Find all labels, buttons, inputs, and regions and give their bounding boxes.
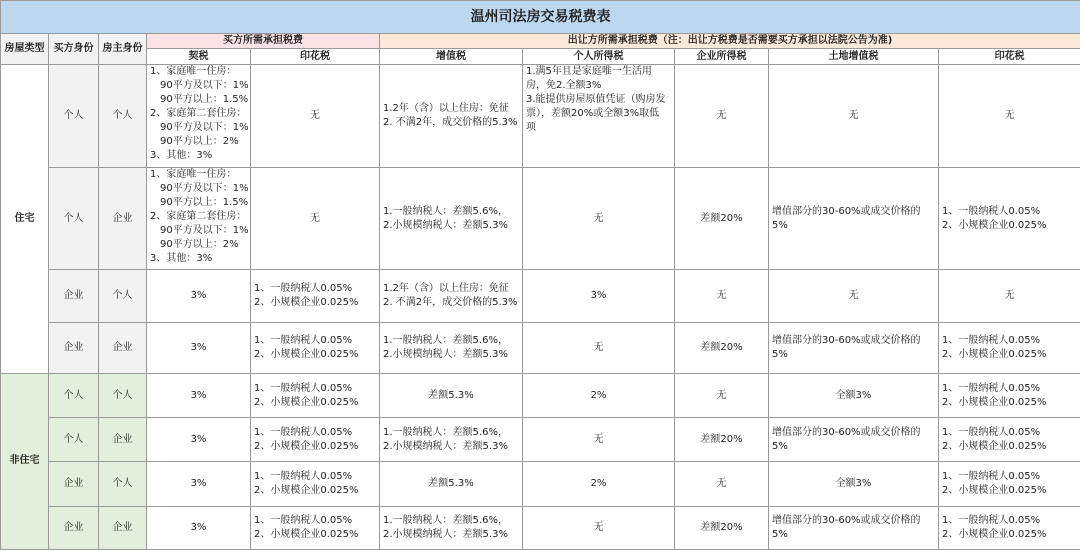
- header-personal-income-tax: 个人所得税: [523, 49, 675, 65]
- deed-tax-cell: 3%: [147, 462, 251, 506]
- buyer-cell: 个人: [49, 418, 99, 462]
- vat-cell: 1.一般纳税人：差额5.6%， 2.小规模纳税人：差额5.3%: [380, 167, 523, 270]
- cit-cell: 差额20%: [675, 506, 769, 549]
- buyer-cell: 个人: [49, 167, 99, 270]
- header-seller-group: 出让方所需承担税费（注：出让方税费是否需要买方承担以法院公告为准): [380, 34, 1080, 49]
- land-vat-cell: 增值部分的30-60%或成交价格的 5%: [769, 167, 939, 270]
- header-deed-tax: 契税: [147, 49, 251, 65]
- vat-cell: 差额5.3%: [380, 462, 523, 506]
- table-row: [1, 167, 1080, 270]
- land-vat-cell: 无: [769, 270, 939, 322]
- table-row: [1, 462, 1080, 506]
- stamp-seller-cell: 1、一般纳税人0.05% 2、小规模企业0.025%: [939, 462, 1080, 506]
- vat-cell: 1.2年（含）以上住房：免征 2. 不满2年，成交价格的5.3%: [380, 65, 523, 168]
- group-residential: 住宅: [1, 65, 49, 374]
- cit-cell: 无: [675, 65, 769, 168]
- cit-cell: 无: [675, 373, 769, 417]
- land-vat-cell: 全额3%: [769, 373, 939, 417]
- seller-cell: 个人: [99, 65, 147, 168]
- stamp-seller-cell: 无: [939, 270, 1080, 322]
- table-row: [1, 270, 1080, 322]
- deed-tax-cell: 3%: [147, 506, 251, 549]
- header-land-vat: 土地增值税: [769, 49, 939, 65]
- stamp-buyer-cell: 1、一般纳税人0.05% 2、小规模企业0.025%: [251, 418, 380, 462]
- stamp-buyer-cell: 无: [251, 167, 380, 270]
- buyer-cell: 企业: [49, 322, 99, 373]
- pit-cell: 3%: [523, 270, 675, 322]
- pit-cell: 2%: [523, 462, 675, 506]
- stamp-buyer-cell: 1、一般纳税人0.05% 2、小规模企业0.025%: [251, 462, 380, 506]
- pit-cell: 无: [523, 167, 675, 270]
- deed-tax-cell: 3%: [147, 322, 251, 373]
- header-corp-income-tax: 企业所得税: [675, 49, 769, 65]
- buyer-cell: 个人: [49, 373, 99, 417]
- stamp-buyer-cell: 1、一般纳税人0.05% 2、小规模企业0.025%: [251, 506, 380, 549]
- seller-cell: 企业: [99, 418, 147, 462]
- cit-cell: 差额20%: [675, 322, 769, 373]
- deed-tax-cell: 1、家庭唯一住房： 90平方及以下：1% 90平方以上：1.5% 2、家庭第二套住房： 90平方及以下：1% 90平方以上：2% 3、其他：3%: [147, 167, 251, 270]
- cit-cell: 无: [675, 270, 769, 322]
- vat-cell: 差额5.3%: [380, 373, 523, 417]
- land-vat-cell: 增值部分的30-60%或成交价格的 5%: [769, 322, 939, 373]
- stamp-seller-cell: 1、一般纳税人0.05% 2、小规模企业0.025%: [939, 506, 1080, 549]
- group-non-residential: 非住宅: [1, 373, 49, 549]
- stamp-buyer-cell: 1、一般纳税人0.05% 2、小规模企业0.025%: [251, 373, 380, 417]
- table-row: [1, 418, 1080, 462]
- stamp-seller-cell: 1、一般纳税人0.05% 2、小规模企业0.025%: [939, 418, 1080, 462]
- buyer-cell: 企业: [49, 506, 99, 549]
- stamp-buyer-cell: 无: [251, 65, 380, 168]
- land-vat-cell: 增值部分的30-60%或成交价格的 5%: [769, 418, 939, 462]
- table-row: [1, 65, 1080, 168]
- table-row: [1, 373, 1080, 417]
- pit-cell: 2%: [523, 373, 675, 417]
- seller-cell: 个人: [99, 373, 147, 417]
- stamp-seller-cell: 无: [939, 65, 1080, 168]
- deed-tax-cell: 3%: [147, 373, 251, 417]
- table-row: [1, 322, 1080, 373]
- seller-cell: 企业: [99, 506, 147, 549]
- vat-cell: 1.一般纳税人：差额5.6%， 2.小规模纳税人：差额5.3%: [380, 322, 523, 373]
- header-stamp-tax-buyer: 印花税: [251, 49, 380, 65]
- page-title: 温州司法房交易税费表: [1, 1, 1080, 34]
- cit-cell: 差额20%: [675, 418, 769, 462]
- land-vat-cell: 无: [769, 65, 939, 168]
- deed-tax-cell: 1、家庭唯一住房： 90平方及以下：1% 90平方以上：1.5% 2、家庭第二套住房： 90平方及以下：1% 90平方以上：2% 3、其他：3%: [147, 65, 251, 168]
- buyer-cell: 企业: [49, 270, 99, 322]
- stamp-seller-cell: 1、一般纳税人0.05% 2、小规模企业0.025%: [939, 322, 1080, 373]
- header-stamp-tax-seller: 印花税: [939, 49, 1080, 65]
- land-vat-cell: 增值部分的30-60%或成交价格的 5%: [769, 506, 939, 549]
- buyer-cell: 个人: [49, 65, 99, 168]
- seller-cell: 企业: [99, 322, 147, 373]
- buyer-cell: 企业: [49, 462, 99, 506]
- stamp-buyer-cell: 1、一般纳税人0.05% 2、小规模企业0.025%: [251, 270, 380, 322]
- deed-tax-cell: 3%: [147, 418, 251, 462]
- seller-cell: 个人: [99, 270, 147, 322]
- cit-cell: 无: [675, 462, 769, 506]
- header-buyer-identity: 买方身份: [49, 34, 99, 65]
- land-vat-cell: 全额3%: [769, 462, 939, 506]
- vat-cell: 1.2年（含）以上住房：免征 2. 不满2年，成交价格的5.3%: [380, 270, 523, 322]
- stamp-buyer-cell: 1、一般纳税人0.05% 2、小规模企业0.025%: [251, 322, 380, 373]
- pit-cell: 无: [523, 418, 675, 462]
- pit-cell: 无: [523, 322, 675, 373]
- header-buyer-group: 买方所需承担税费: [147, 34, 380, 49]
- pit-cell: 无: [523, 506, 675, 549]
- deed-tax-cell: 3%: [147, 270, 251, 322]
- header-house-type: 房屋类型: [1, 34, 49, 65]
- seller-cell: 个人: [99, 462, 147, 506]
- stamp-seller-cell: 1、一般纳税人0.05% 2、小规模企业0.025%: [939, 373, 1080, 417]
- table-row: [1, 506, 1080, 549]
- stamp-seller-cell: 1、一般纳税人0.05% 2、小规模企业0.025%: [939, 167, 1080, 270]
- header-seller-identity: 房主身份: [99, 34, 147, 65]
- cit-cell: 差额20%: [675, 167, 769, 270]
- vat-cell: 1.一般纳税人：差额5.6%， 2.小规模纳税人：差额5.3%: [380, 418, 523, 462]
- seller-cell: 企业: [99, 167, 147, 270]
- vat-cell: 1.一般纳税人：差额5.6%， 2.小规模纳税人：差额5.3%: [380, 506, 523, 549]
- header-vat: 增值税: [380, 49, 523, 65]
- pit-cell: 1.满5年且是家庭唯一生活用 房，免2.全额3% 3.能提供房屋原值凭证（购房发 票），差额20%或全额3%取低 项: [523, 65, 675, 168]
